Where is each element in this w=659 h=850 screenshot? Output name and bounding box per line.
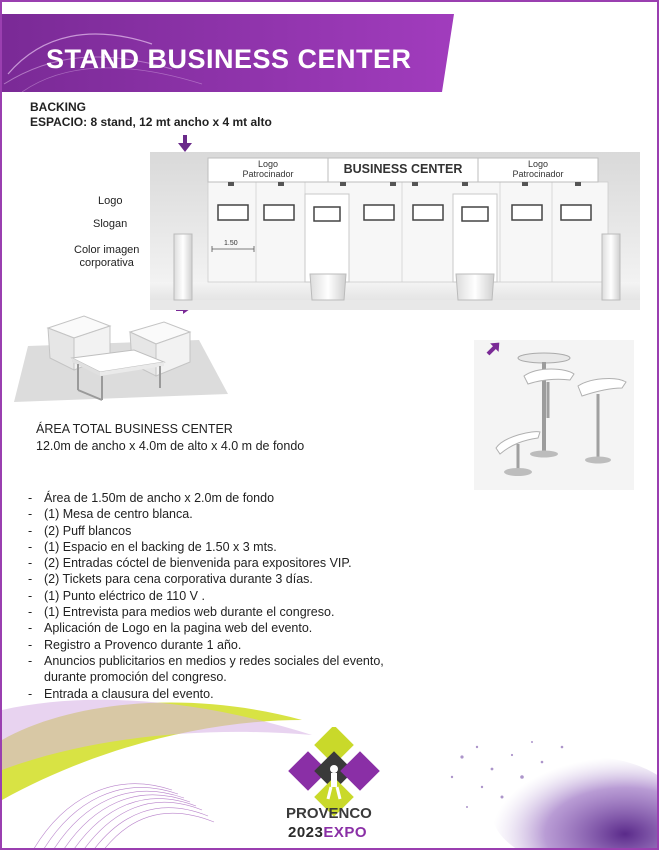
feature-text: (2) Tickets para cena corporativa durante 3 días. [44,572,313,587]
feature-dash: - [28,588,33,603]
label-slogan: Slogan [93,218,128,230]
backing-heading: BACKING [30,100,86,114]
feature-item [28,604,384,620]
decorative-splash [422,717,659,850]
feature-item [28,555,384,571]
center-sign: BUSINESS CENTER [343,162,463,176]
dimension-label: 1.50 [224,240,238,247]
feature-text: (2) Entradas cóctel de bienvenida para expositores VIP. [44,556,352,571]
feature-item [28,588,384,604]
label-logo: Logo [98,195,123,207]
feature-item [28,571,384,587]
page-title: STAND BUSINESS CENTER [46,44,412,74]
header-banner [2,14,454,92]
feature-dash: - [28,556,33,571]
feature-text: (1) Espacio en el backing de 1.50 x 3 mts. [44,539,277,554]
feature-item [28,637,384,653]
down-arrow-icon [178,135,192,153]
feature-dash: - [28,637,33,652]
left-sponsor-sign: Logo Patrocinador [242,159,294,179]
feature-item [28,653,384,669]
stools-illustration [474,340,634,490]
feature-dash: - [28,686,33,701]
label-color: Color imagen corporativa [74,244,140,269]
feature-item [28,620,384,636]
feature-item [28,490,384,506]
feature-dash: - [28,621,33,636]
feature-dash: - [28,491,33,505]
decorative-swoosh [2,680,322,850]
feature-dash: - [28,572,33,587]
feature-text: (1) Punto eléctrico de 110 V . [44,588,205,603]
logo-name: PROVENCO [286,805,372,822]
feature-text: Registro a Provenco durante 1 año. [44,637,242,652]
feature-item [28,539,384,555]
feature-text: Aplicación de Logo en la pagina web del evento. [44,621,313,636]
area-dimensions: 12.0m de ancho x 4.0m de alto x 4.0 m de fondo [36,439,305,453]
feature-dash: - [28,539,33,554]
feature-text: (2) Puff blancos [44,523,132,538]
area-title: ÁREA TOTAL BUSINESS CENTER [36,422,233,436]
right-sponsor-sign: Logo Patrocinador [512,159,564,179]
backing-info [30,100,272,130]
feature-text: Entrada a clausura del evento. [44,686,214,701]
furniture-illustration [14,302,244,406]
feature-dash: - [28,507,33,522]
feature-text: durante promoción del congreso. [44,670,227,685]
feature-text: (1) Mesa de centro blanca. [44,507,193,522]
feature-dash: - [28,605,33,620]
logo-year: 2023EXPO [288,824,368,841]
feature-text: (1) Entrevista para medios web durante el congreso. [44,605,335,620]
backing-space: ESPACIO: 8 stand, 12 mt ancho x 4 mt alto [30,115,272,129]
feature-item [28,523,384,539]
feature-text: Área de 1.50m de ancho x 2.0m de fondo [44,491,275,505]
feature-dash: - [28,653,33,668]
feature-dash: - [28,523,33,538]
feature-text: Anuncios publicitarios en medios y redes sociales del evento, [44,653,384,668]
features-list [28,490,384,702]
feature-item [28,506,384,522]
